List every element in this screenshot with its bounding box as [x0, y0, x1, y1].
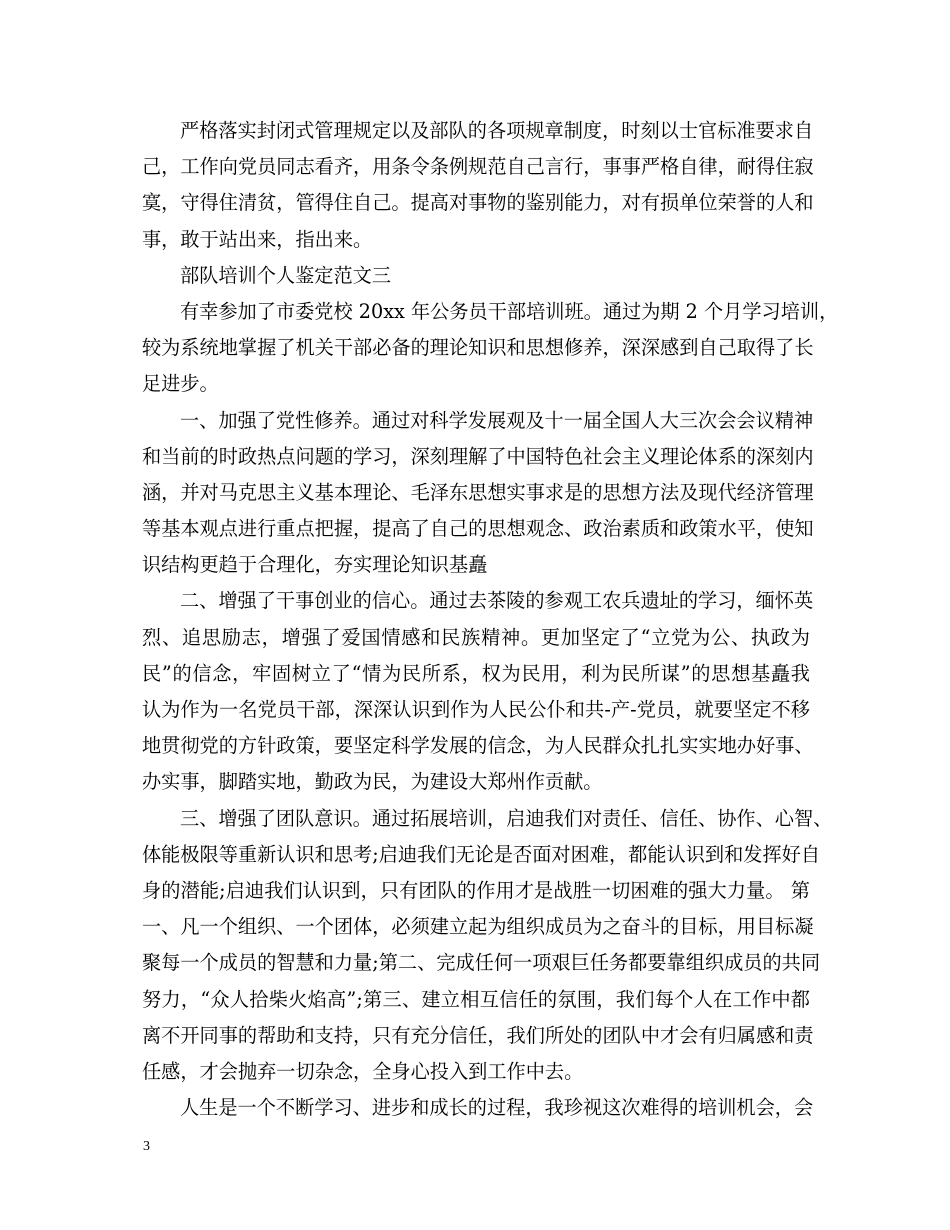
text-line: 足进步。: [142, 372, 219, 396]
text-line: 努力，“众人拾柴火焰高”;第三、建立相互信任的氛围，我们每个人在工作中都: [142, 987, 810, 1011]
text-line: 己，工作向党员同志看齐，用条令条例规范自己言行，事事严格自律，耐得住寂: [142, 155, 814, 179]
text-line: 较为系统地掌握了机关干部必备的理论知识和思想修养，深深感到自己取得了长: [142, 336, 814, 360]
text-line: 涵，并对马克思主义基本理论、毛泽东思想实事求是的思想方法及现代经济管理: [142, 480, 814, 504]
text-line: 寞，守得住清贫，管得住自己。提高对事物的鉴别能力，对有损单位荣誉的人和: [142, 191, 814, 215]
text-line: 有幸参加了市委党校 20xx 年公务员干部培训班。通过为期 2 个月学习培训，: [180, 299, 839, 323]
text-line: 部队培训个人鉴定范文三: [180, 263, 392, 287]
text-line: 烈、追思励志，增强了爱国情感和民族精神。更加坚定了“立党为公、执政为: [142, 625, 810, 649]
text-line: 二、增强了干事创业的信心。通过去茶陵的参观工农兵遗址的学习，缅怀英: [180, 589, 814, 613]
text-line: 地贯彻党的方针政策，要坚定科学发展的信念，为人民群众扎扎实实地办好事、: [142, 734, 814, 758]
text-line: 离不开同事的帮助和支持，只有充分信任，我们所处的团队中才会有归属感和责: [142, 1023, 814, 1047]
text-line: 认为作为一名党员干部，深深认识到作为人民公仆和共-产-党员，就要坚定不移: [142, 698, 810, 721]
text-line: 三、增强了团队意识。通过拓展培训，启迪我们对责任、信任、协作、心智、: [180, 806, 833, 830]
text-line: 严格落实封闭式管理规定以及部队的各项规章制度，时刻以士官标准要求自: [180, 119, 814, 142]
text-line: 识结构更趋于合理化，夯实理论知识基矗: [142, 553, 488, 577]
text-line: 和当前的时政热点问题的学习，深刻理解了中国特色社会主义理论体系的深刻内: [142, 444, 814, 468]
text-line: 等基本观点进行重点把握，提高了自己的思想观念、政治素质和政策水平，使知: [142, 517, 814, 541]
text-line: 事，敢于站出来，指出来。: [142, 227, 373, 251]
text-line: 民”的信念，牢固树立了“情为民所系，权为民用，利为民所谋”的思想基矗我: [142, 661, 810, 685]
text-line: 办实事，脚踏实地，勤政为民，为建设大郑州作贡献。: [142, 770, 603, 794]
text-line: 任感，才会抛弃一切杂念，全身心投入到工作中去。: [142, 1059, 584, 1083]
text-line: 聚每一个成员的智慧和力量;第二、完成任何一项艰巨任务都要靠组织成员的共同: [142, 951, 821, 975]
text-line: 人生是一个不断学习、进步和成长的过程，我珍视这次难得的培训机会，会: [180, 1096, 814, 1120]
text-line: 一、加强了党性修养。通过对科学发展观及十一届全国人大三次会会议精神: [180, 408, 814, 432]
text-line: 身的潜能;启迪我们认识到，只有团队的作用才是战胜一切困难的强大力量。 第: [142, 878, 810, 902]
text-line: 体能极限等重新认识和思考;启迪我们无论是否面对困难，都能认识到和发挥好自: [142, 842, 821, 866]
document-body: [142, 113, 839, 1126]
text-line: 一、凡一个组织、一个团体，必须建立起为组织成员为之奋斗的目标，用目标凝: [142, 915, 814, 939]
page-number: 3: [143, 1139, 150, 1154]
